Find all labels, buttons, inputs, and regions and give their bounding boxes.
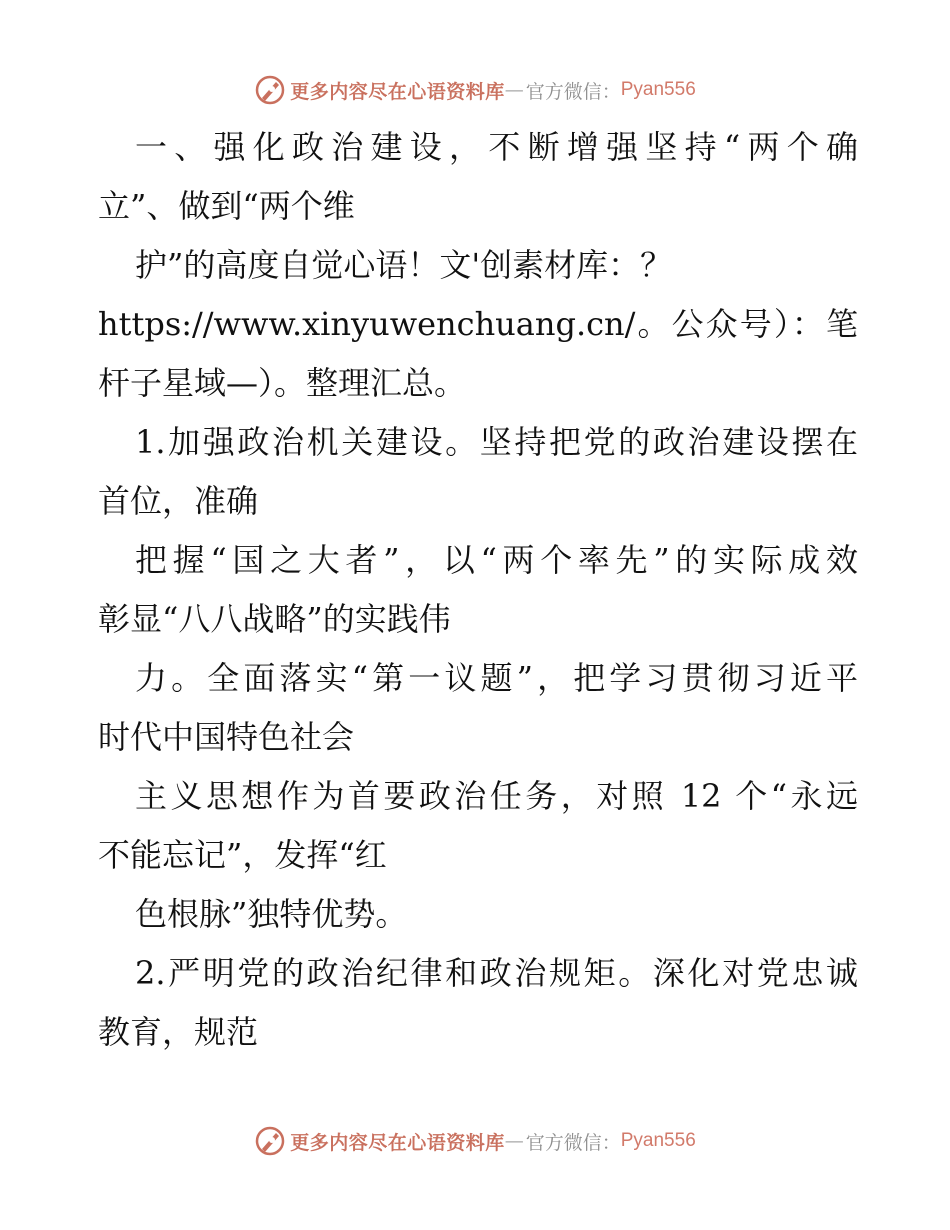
banner-wechat-id: Pyan556 [620, 79, 696, 100]
banner-dash: — [504, 79, 524, 101]
quill-logo-icon [254, 1125, 286, 1157]
banner-wechat-id: Pyan556 [620, 1130, 696, 1151]
body-line: 杆子星域—）。整理汇总。 [98, 364, 467, 402]
body-line: 护”的高度自觉心语！文'创素材库：？ [135, 246, 673, 284]
banner-main-text: 更多内容尽在心语资料库 [290, 80, 505, 103]
body-line: https://www.xinyuwenchuang.cn/。公众号）：笔 [98, 305, 858, 343]
body-line: 首位，准确 [98, 482, 259, 520]
body-line: 教育，规范 [98, 1013, 259, 1051]
body-line: 彰显“八八战略”的实践伟 [98, 600, 451, 638]
footer-watermark-banner [0, 1124, 950, 1158]
banner-dash: — [504, 1130, 524, 1152]
body-line: 1.加强政治机关建设。坚持把党的政治建设摆在 [135, 423, 858, 461]
body-line: 立”、做到“两个维 [98, 187, 355, 225]
body-line: 不能忘记”，发挥“红 [98, 836, 387, 874]
body-line: 力。全面落实“第一议题”，把学习贯彻习近平 [135, 659, 858, 697]
banner-official-label: 官方微信： [525, 80, 621, 103]
header-watermark-banner [0, 73, 950, 107]
banner-official-label: 官方微信： [525, 1131, 621, 1154]
body-line: 色根脉”独特优势。 [135, 895, 408, 933]
body-line: 把握“国之大者”，以“两个率先”的实际成效 [135, 541, 858, 579]
banner-main-text: 更多内容尽在心语资料库 [290, 1131, 505, 1154]
body-line: 2.严明党的政治纪律和政治规矩。深化对党忠诚 [135, 954, 858, 992]
body-line: 主义思想作为首要政治任务，对照 12 个“永远 [135, 777, 858, 815]
document-body [98, 118, 858, 1062]
quill-logo-icon [254, 74, 286, 106]
body-line: 时代中国特色社会 [98, 718, 355, 756]
body-line: 一、强化政治建设，不断增强坚持“两个确 [135, 128, 858, 166]
